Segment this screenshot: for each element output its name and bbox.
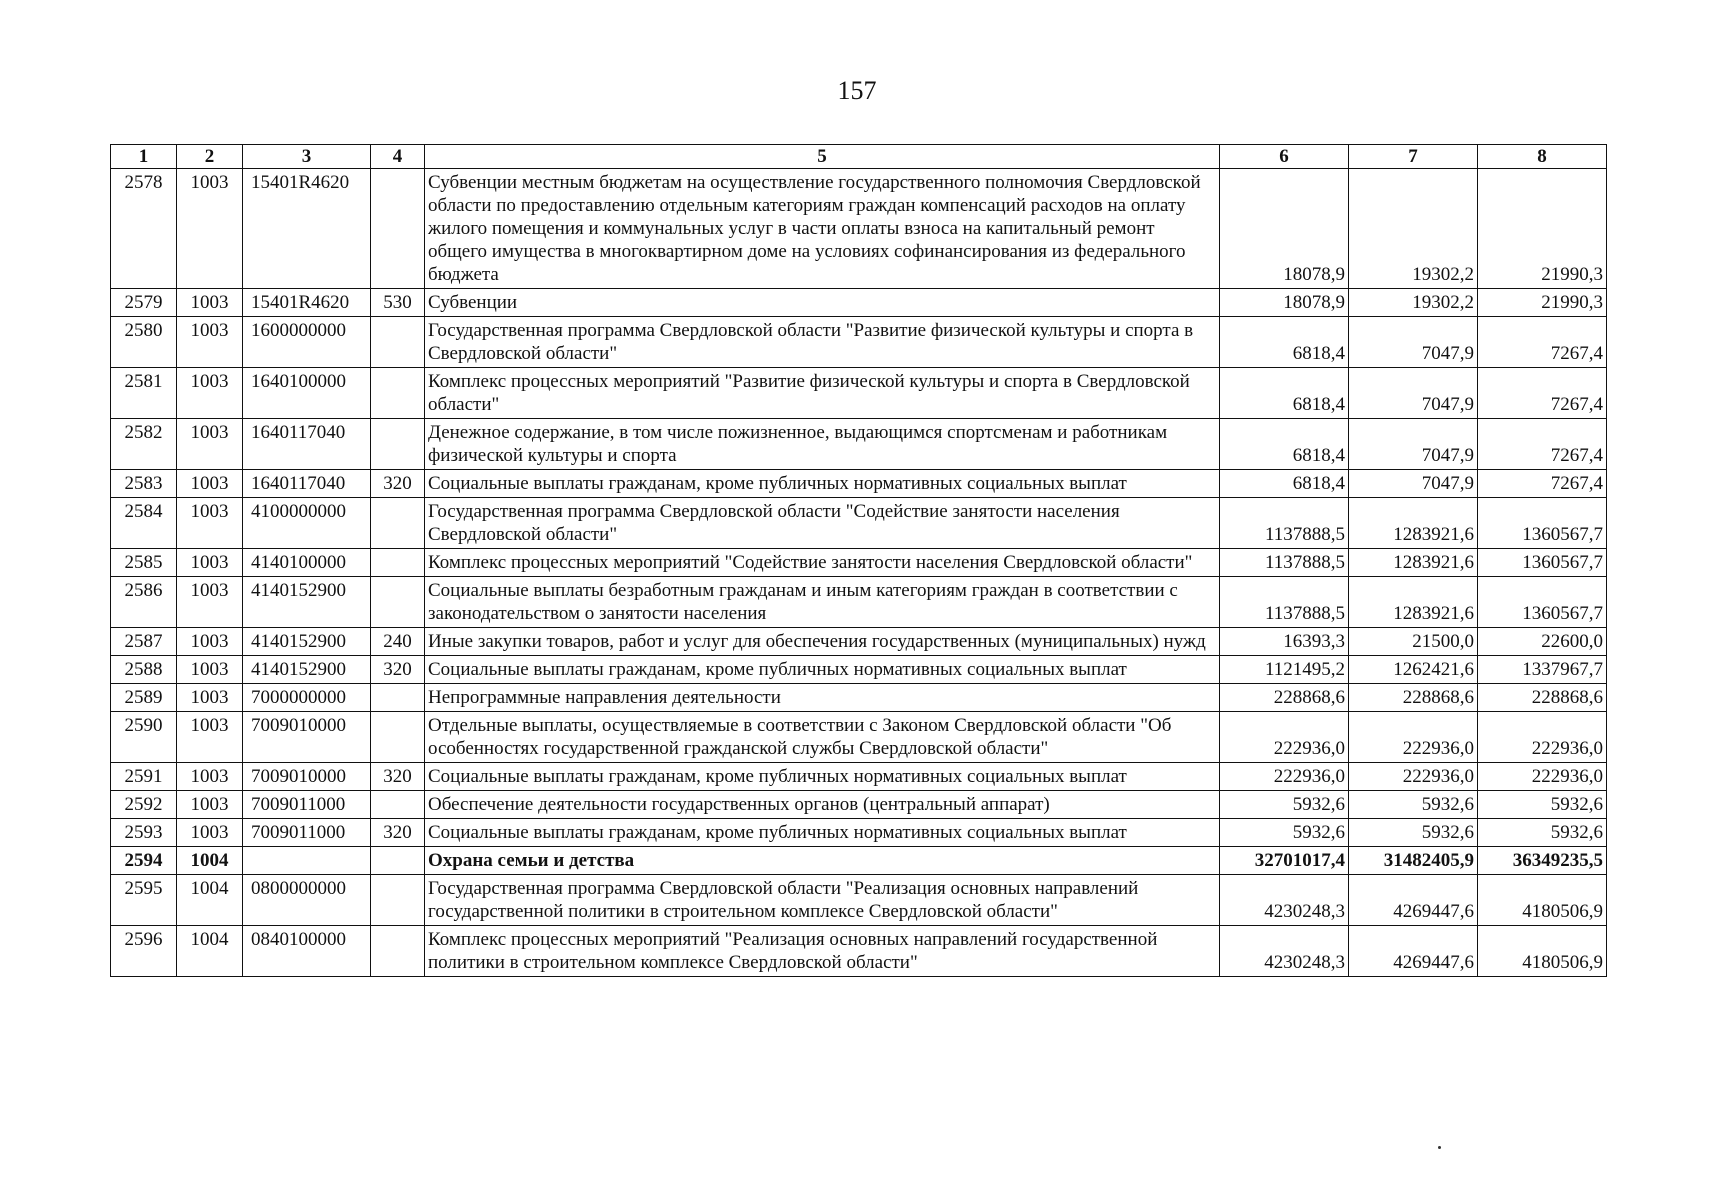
- target-article-code: 0800000000: [243, 875, 371, 926]
- amount-col6: 32701017,4: [1220, 847, 1349, 875]
- row-number: 2586: [111, 577, 177, 628]
- row-number: 2583: [111, 470, 177, 498]
- col-header: 6: [1220, 145, 1349, 169]
- section-code: 1003: [177, 470, 243, 498]
- table-row: [111, 926, 1607, 977]
- amount-col6: 5932,6: [1220, 791, 1349, 819]
- item-name: Социальные выплаты гражданам, кроме публичных нормативных социальных выплат: [425, 763, 1220, 791]
- amount-col8: 22600,0: [1478, 628, 1607, 656]
- amount-col7: 5932,6: [1349, 791, 1478, 819]
- section-code: 1003: [177, 763, 243, 791]
- amount-col6: 222936,0: [1220, 763, 1349, 791]
- expense-type-code: 320: [371, 470, 425, 498]
- item-name: Комплекс процессных мероприятий "Реализация основных направлений государственной политики в строительном комплексе Свердловской области": [425, 926, 1220, 977]
- target-article-code: 15401R4620: [243, 169, 371, 289]
- amount-col7: 4269447,6: [1349, 926, 1478, 977]
- table-row: [111, 712, 1607, 763]
- target-article-code: 4140152900: [243, 628, 371, 656]
- section-code: 1003: [177, 656, 243, 684]
- amount-col6: 6818,4: [1220, 368, 1349, 419]
- table-row: [111, 684, 1607, 712]
- amount-col6: 1137888,5: [1220, 549, 1349, 577]
- target-article-code: 4140152900: [243, 577, 371, 628]
- amount-col6: 18078,9: [1220, 289, 1349, 317]
- table-row: [111, 819, 1607, 847]
- item-name: Социальные выплаты гражданам, кроме публичных нормативных социальных выплат: [425, 656, 1220, 684]
- table-row: [111, 498, 1607, 549]
- amount-col8: 1360567,7: [1478, 549, 1607, 577]
- table-row: [111, 577, 1607, 628]
- item-name: Обеспечение деятельности государственных органов (центральный аппарат): [425, 791, 1220, 819]
- row-number: 2596: [111, 926, 177, 977]
- amount-col6: 1137888,5: [1220, 577, 1349, 628]
- section-code: 1003: [177, 819, 243, 847]
- col-header: 5: [425, 145, 1220, 169]
- amount-col7: 228868,6: [1349, 684, 1478, 712]
- item-name: Субвенции: [425, 289, 1220, 317]
- amount-col6: 5932,6: [1220, 819, 1349, 847]
- target-article-code: 7009010000: [243, 712, 371, 763]
- amount-col7: 7047,9: [1349, 419, 1478, 470]
- row-number: 2581: [111, 368, 177, 419]
- row-number: 2584: [111, 498, 177, 549]
- amount-col7: 4269447,6: [1349, 875, 1478, 926]
- item-name: Субвенции местным бюджетам на осуществление государственного полномочия Свердловской области по предоставлению отдельным категориям граждан компенсаций расходов на оплату жилого помещения и коммунальных услуг в части оплаты взноса на капитальный ремонт общего имущества в многоквартирном доме на условиях софинансирования из федерального бюджета: [425, 169, 1220, 289]
- amount-col8: 7267,4: [1478, 470, 1607, 498]
- expense-type-code: 240: [371, 628, 425, 656]
- col-header: 1: [111, 145, 177, 169]
- section-code: 1003: [177, 549, 243, 577]
- section-code: 1003: [177, 317, 243, 368]
- col-header: 7: [1349, 145, 1478, 169]
- table-row: [111, 317, 1607, 368]
- amount-col8: 4180506,9: [1478, 875, 1607, 926]
- item-name: Государственная программа Свердловской области "Развитие физической культуры и спорта в Свердловской области": [425, 317, 1220, 368]
- expense-type-code: 320: [371, 763, 425, 791]
- item-name: Социальные выплаты безработным гражданам и иным категориям граждан в соответствии с законодательством о занятости населения: [425, 577, 1220, 628]
- expense-type-code: [371, 712, 425, 763]
- row-number: 2593: [111, 819, 177, 847]
- budget-table: [110, 144, 1607, 977]
- expense-type-code: [371, 684, 425, 712]
- amount-col6: 18078,9: [1220, 169, 1349, 289]
- target-article-code: 1600000000: [243, 317, 371, 368]
- amount-col8: 21990,3: [1478, 169, 1607, 289]
- section-code: 1003: [177, 498, 243, 549]
- section-code: 1003: [177, 628, 243, 656]
- section-code: 1004: [177, 926, 243, 977]
- amount-col6: 1137888,5: [1220, 498, 1349, 549]
- expense-type-code: [371, 847, 425, 875]
- expense-type-code: [371, 419, 425, 470]
- target-article-code: 4100000000: [243, 498, 371, 549]
- row-number: 2579: [111, 289, 177, 317]
- item-name: Иные закупки товаров, работ и услуг для обеспечения государственных (муниципальных) нужд: [425, 628, 1220, 656]
- row-number: 2580: [111, 317, 177, 368]
- section-code: 1003: [177, 577, 243, 628]
- row-number: 2594: [111, 847, 177, 875]
- amount-col7: 7047,9: [1349, 470, 1478, 498]
- expense-type-code: [371, 169, 425, 289]
- amount-col7: 21500,0: [1349, 628, 1478, 656]
- amount-col7: 1283921,6: [1349, 549, 1478, 577]
- target-article-code: 7009011000: [243, 819, 371, 847]
- amount-col8: 7267,4: [1478, 368, 1607, 419]
- expense-type-code: [371, 368, 425, 419]
- row-number: 2590: [111, 712, 177, 763]
- item-name: Отдельные выплаты, осуществляемые в соответствии с Законом Свердловской области "Об особенностях государственной гражданской службы Свердловской области": [425, 712, 1220, 763]
- table-row: [111, 470, 1607, 498]
- target-article-code: 1640117040: [243, 419, 371, 470]
- amount-col8: 7267,4: [1478, 317, 1607, 368]
- expense-type-code: [371, 875, 425, 926]
- section-code: 1004: [177, 847, 243, 875]
- target-article-code: 0840100000: [243, 926, 371, 977]
- table-row: [111, 289, 1607, 317]
- page-number: 157: [837, 76, 877, 105]
- table-row: [111, 628, 1607, 656]
- amount-col6: 6818,4: [1220, 470, 1349, 498]
- table-row: [111, 169, 1607, 289]
- amount-col7: 19302,2: [1349, 289, 1478, 317]
- col-header: 8: [1478, 145, 1607, 169]
- row-number: 2588: [111, 656, 177, 684]
- amount-col6: 6818,4: [1220, 419, 1349, 470]
- target-article-code: 7000000000: [243, 684, 371, 712]
- col-header: 3: [243, 145, 371, 169]
- amount-col8: 222936,0: [1478, 712, 1607, 763]
- amount-col8: 5932,6: [1478, 819, 1607, 847]
- expense-type-code: [371, 317, 425, 368]
- item-name: Охрана семьи и детства: [425, 847, 1220, 875]
- amount-col8: 1337967,7: [1478, 656, 1607, 684]
- item-name: Социальные выплаты гражданам, кроме публичных нормативных социальных выплат: [425, 819, 1220, 847]
- amount-col8: 5932,6: [1478, 791, 1607, 819]
- table-row: [111, 791, 1607, 819]
- amount-col8: 228868,6: [1478, 684, 1607, 712]
- row-number: 2585: [111, 549, 177, 577]
- table-row: [111, 847, 1607, 875]
- amount-col6: 4230248,3: [1220, 926, 1349, 977]
- amount-col8: 36349235,5: [1478, 847, 1607, 875]
- amount-col8: 7267,4: [1478, 419, 1607, 470]
- amount-col8: 1360567,7: [1478, 577, 1607, 628]
- expense-type-code: 530: [371, 289, 425, 317]
- section-code: 1003: [177, 368, 243, 419]
- item-name: Денежное содержание, в том числе пожизненное, выдающимся спортсменам и работникам физической культуры и спорта: [425, 419, 1220, 470]
- expense-type-code: 320: [371, 819, 425, 847]
- table-row: [111, 368, 1607, 419]
- section-code: 1003: [177, 289, 243, 317]
- expense-type-code: [371, 926, 425, 977]
- amount-col6: 1121495,2: [1220, 656, 1349, 684]
- section-code: 1003: [177, 712, 243, 763]
- item-name: Непрограммные направления деятельности: [425, 684, 1220, 712]
- target-article-code: 4140152900: [243, 656, 371, 684]
- row-number: 2589: [111, 684, 177, 712]
- section-code: 1004: [177, 875, 243, 926]
- target-article-code: [243, 847, 371, 875]
- amount-col7: 31482405,9: [1349, 847, 1478, 875]
- target-article-code: 7009011000: [243, 791, 371, 819]
- amount-col6: 4230248,3: [1220, 875, 1349, 926]
- row-number: 2592: [111, 791, 177, 819]
- row-number: 2587: [111, 628, 177, 656]
- row-number: 2595: [111, 875, 177, 926]
- stray-mark: [1438, 1146, 1441, 1149]
- amount-col7: 1262421,6: [1349, 656, 1478, 684]
- amount-col6: 228868,6: [1220, 684, 1349, 712]
- table-row: [111, 419, 1607, 470]
- item-name: Комплекс процессных мероприятий "Содействие занятости населения Свердловской области": [425, 549, 1220, 577]
- table-row: [111, 875, 1607, 926]
- expense-type-code: [371, 549, 425, 577]
- table-row: [111, 549, 1607, 577]
- section-code: 1003: [177, 419, 243, 470]
- target-article-code: 1640117040: [243, 470, 371, 498]
- item-name: Государственная программа Свердловской области "Реализация основных направлений государственной политики в строительном комплексе Свердловской области": [425, 875, 1220, 926]
- target-article-code: 15401R4620: [243, 289, 371, 317]
- expense-type-code: [371, 498, 425, 549]
- amount-col6: 6818,4: [1220, 317, 1349, 368]
- row-number: 2582: [111, 419, 177, 470]
- table-row: [111, 656, 1607, 684]
- section-code: 1003: [177, 169, 243, 289]
- item-name: Комплекс процессных мероприятий "Развитие физической культуры и спорта в Свердловской области": [425, 368, 1220, 419]
- amount-col8: 1360567,7: [1478, 498, 1607, 549]
- table-row: [111, 763, 1607, 791]
- row-number: 2591: [111, 763, 177, 791]
- amount-col8: 21990,3: [1478, 289, 1607, 317]
- amount-col8: 4180506,9: [1478, 926, 1607, 977]
- target-article-code: 1640100000: [243, 368, 371, 419]
- amount-col7: 222936,0: [1349, 712, 1478, 763]
- col-header: 4: [371, 145, 425, 169]
- expense-type-code: [371, 577, 425, 628]
- expense-type-code: 320: [371, 656, 425, 684]
- col-header: 2: [177, 145, 243, 169]
- item-name: Социальные выплаты гражданам, кроме публичных нормативных социальных выплат: [425, 470, 1220, 498]
- amount-col7: 19302,2: [1349, 169, 1478, 289]
- amount-col7: 1283921,6: [1349, 498, 1478, 549]
- target-article-code: 7009010000: [243, 763, 371, 791]
- section-code: 1003: [177, 791, 243, 819]
- amount-col7: 222936,0: [1349, 763, 1478, 791]
- amount-col7: 7047,9: [1349, 317, 1478, 368]
- target-article-code: 4140100000: [243, 549, 371, 577]
- amount-col7: 5932,6: [1349, 819, 1478, 847]
- amount-col7: 1283921,6: [1349, 577, 1478, 628]
- amount-col6: 222936,0: [1220, 712, 1349, 763]
- section-code: 1003: [177, 684, 243, 712]
- item-name: Государственная программа Свердловской области "Содействие занятости населения Свердловской области": [425, 498, 1220, 549]
- amount-col7: 7047,9: [1349, 368, 1478, 419]
- expense-type-code: [371, 791, 425, 819]
- amount-col6: 16393,3: [1220, 628, 1349, 656]
- row-number: 2578: [111, 169, 177, 289]
- header-row: [111, 145, 1607, 169]
- amount-col8: 222936,0: [1478, 763, 1607, 791]
